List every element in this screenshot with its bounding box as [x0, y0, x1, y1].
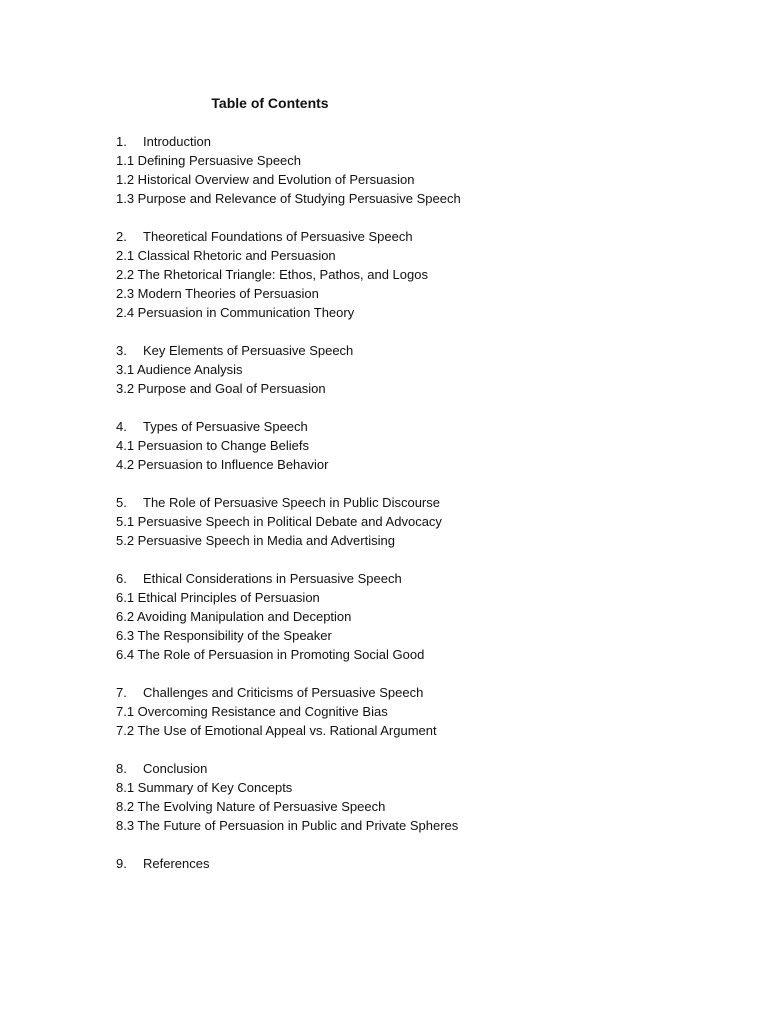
section-heading: [116, 417, 716, 436]
section-heading: [116, 854, 716, 873]
section-title: Types of Persuasive Speech: [143, 419, 308, 434]
toc-section-6: [116, 569, 716, 664]
subsection-item: 8.1 Summary of Key Concepts: [116, 780, 293, 795]
section-title: Conclusion: [143, 761, 208, 776]
section-number: 1.: [116, 134, 127, 149]
section-heading: [116, 569, 716, 588]
section-number: 5.: [116, 495, 127, 510]
subsection-item: 2.1 Classical Rhetoric and Persuasion: [116, 248, 336, 263]
table-of-contents: [116, 132, 716, 892]
subsection-item: 1.1 Defining Persuasive Speech: [116, 153, 302, 168]
subsection-item: 3.2 Purpose and Goal of Persuasion: [116, 381, 326, 396]
subsection-item: 5.1 Persuasive Speech in Political Debate and Advocacy: [116, 514, 442, 529]
subsection-item: 2.4 Persuasion in Communication Theory: [116, 305, 355, 320]
toc-section-1: [116, 132, 716, 208]
section-number: 8.: [116, 761, 127, 776]
section-number: 2.: [116, 229, 127, 244]
subsection-item: 6.1 Ethical Principles of Persuasion: [116, 590, 320, 605]
toc-section-9: [116, 854, 716, 873]
subsection-item: 5.2 Persuasive Speech in Media and Advertising: [116, 533, 395, 548]
section-title: Key Elements of Persuasive Speech: [143, 343, 354, 358]
section-number: 4.: [116, 419, 127, 434]
subsection-item: 7.1 Overcoming Resistance and Cognitive Bias: [116, 704, 388, 719]
subsection-item: 3.1 Audience Analysis: [116, 362, 243, 377]
section-heading: [116, 759, 716, 778]
subsection-item: 4.1 Persuasion to Change Beliefs: [116, 438, 309, 453]
section-number: 9.: [116, 856, 127, 871]
section-title: The Role of Persuasive Speech in Public Discourse: [143, 495, 440, 510]
section-heading: [116, 341, 716, 360]
section-heading: [116, 683, 716, 702]
subsection-item: 6.2 Avoiding Manipulation and Deception: [116, 609, 352, 624]
section-title: References: [143, 856, 210, 871]
section-title: Theoretical Foundations of Persuasive Speech: [143, 229, 413, 244]
subsection-item: 7.2 The Use of Emotional Appeal vs. Rational Argument: [116, 723, 437, 738]
subsection-item: 1.2 Historical Overview and Evolution of Persuasion: [116, 172, 415, 187]
subsection-item: 6.4 The Role of Persuasion in Promoting Social Good: [116, 647, 425, 662]
toc-section-7: [116, 683, 716, 740]
subsection-item: 8.3 The Future of Persuasion in Public and Private Spheres: [116, 818, 459, 833]
section-number: 7.: [116, 685, 127, 700]
subsection-item: 6.3 The Responsibility of the Speaker: [116, 628, 332, 643]
section-number: 3.: [116, 343, 127, 358]
subsection-item: 8.2 The Evolving Nature of Persuasive Speech: [116, 799, 386, 814]
page-title: Table of Contents: [211, 95, 329, 111]
subsection-item: 2.2 The Rhetorical Triangle: Ethos, Pathos, and Logos: [116, 267, 428, 282]
toc-section-2: [116, 227, 716, 322]
subsection-item: 4.2 Persuasion to Influence Behavior: [116, 457, 329, 472]
toc-section-4: [116, 417, 716, 474]
toc-section-3: [116, 341, 716, 398]
section-title: Ethical Considerations in Persuasive Speech: [143, 571, 402, 586]
toc-section-8: [116, 759, 716, 835]
subsection-item: 1.3 Purpose and Relevance of Studying Persuasive Speech: [116, 191, 461, 206]
section-heading: [116, 227, 716, 246]
subsection-item: 2.3 Modern Theories of Persuasion: [116, 286, 319, 301]
section-heading: [116, 132, 716, 151]
section-heading: [116, 493, 716, 512]
section-title: Introduction: [143, 134, 211, 149]
section-title: Challenges and Criticisms of Persuasive Speech: [143, 685, 424, 700]
section-number: 6.: [116, 571, 127, 586]
toc-section-5: [116, 493, 716, 550]
